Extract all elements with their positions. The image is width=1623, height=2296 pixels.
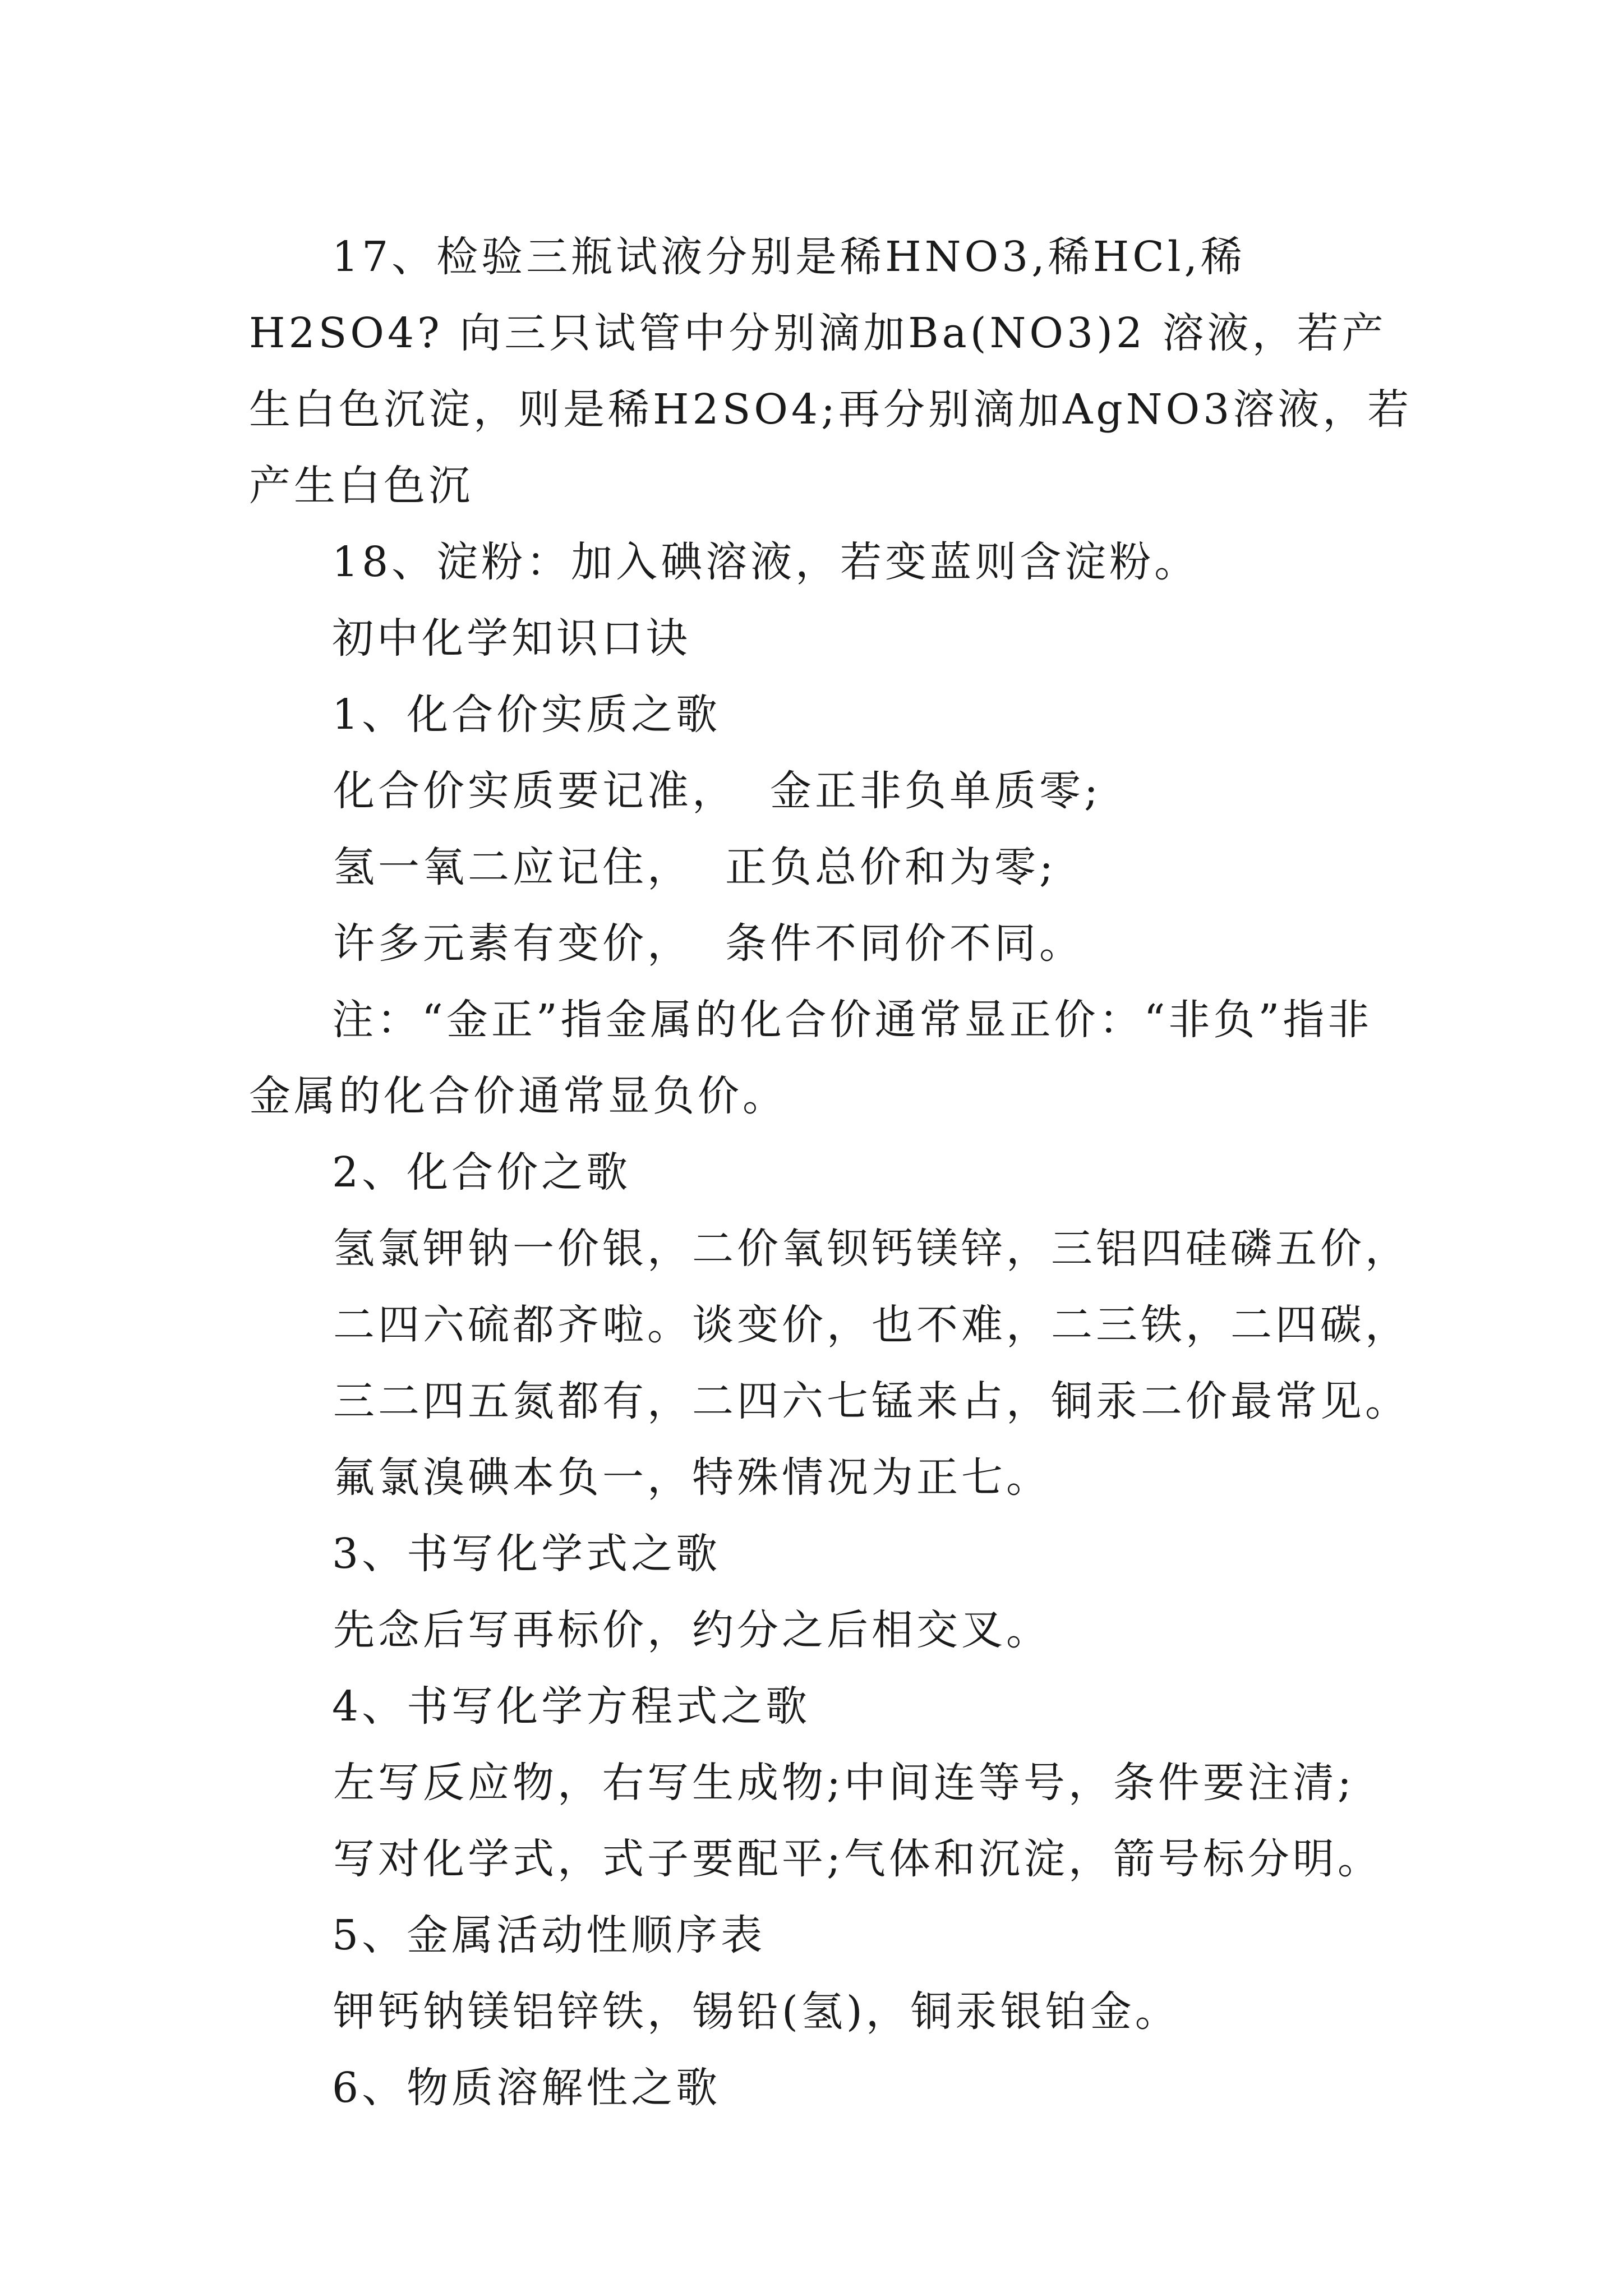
verse-line: 先念后写再标价，约分之后相交叉。: [333, 1606, 1051, 1654]
subheading-2: 2、化合价之歌: [332, 1148, 631, 1197]
verse-line: 二四六硫都齐啦。谈变价，也不难，二三铁，二四碳，: [333, 1301, 1410, 1349]
note-paragraph: 注：“金正”指金属的化合价通常显正价：“非负”指非金属的化合价通常显负价。: [249, 996, 1373, 1120]
paragraph-18-starch-test: 18、淀粉：加入碘溶液，若变蓝则含淀粉。: [332, 538, 1200, 586]
subheading-1: 1、化合价实质之歌: [332, 691, 721, 739]
verse-line: 氢氯钾钠一价银，二价氧钡钙镁锌，三铝四硅磷五价，: [333, 1225, 1410, 1273]
verse-line: 化合价实质要记准， 金正非负单质零;: [333, 767, 1101, 815]
subheading-3: 3、书写化学式之歌: [332, 1530, 721, 1578]
paragraph-17-acid-test: 17、检验三瓶试液分别是稀HNO3,稀HCl,稀H2SO4? 向三只试管中分别滴加Ba(NO3)2 溶液，若产生白色沉淀，则是稀H2SO4;再分别滴加AgNO3溶液，若产生白色沉: [249, 233, 1413, 510]
verse-line: 左写反应物，右写生成物;中间连等号，条件要注清;: [333, 1759, 1355, 1807]
subheading-4: 4、书写化学方程式之歌: [332, 1682, 811, 1731]
verse-line: 氢一氧二应记住， 正负总价和为零;: [333, 843, 1057, 891]
document-body: [249, 219, 1415, 2126]
section-heading: 初中化学知识口诀: [332, 614, 691, 662]
subheading-6: 6、物质溶解性之歌: [332, 2064, 721, 2112]
verse-line: 写对化学式，式子要配平;气体和沉淀，箭号标分明。: [333, 1835, 1382, 1883]
verse-line: 许多元素有变价， 条件不同价不同。: [333, 919, 1085, 968]
verse-line: 钾钙钠镁铝锌铁，锡铅(氢)，铜汞银铂金。: [333, 1987, 1180, 2036]
verse-line: 三二四五氮都有，二四六七锰来占，铜汞二价最常见。: [333, 1377, 1410, 1425]
verse-line: 氟氯溴碘本负一，特殊情况为正七。: [333, 1453, 1051, 1502]
subheading-5: 5、金属活动性顺序表: [332, 1911, 766, 1959]
